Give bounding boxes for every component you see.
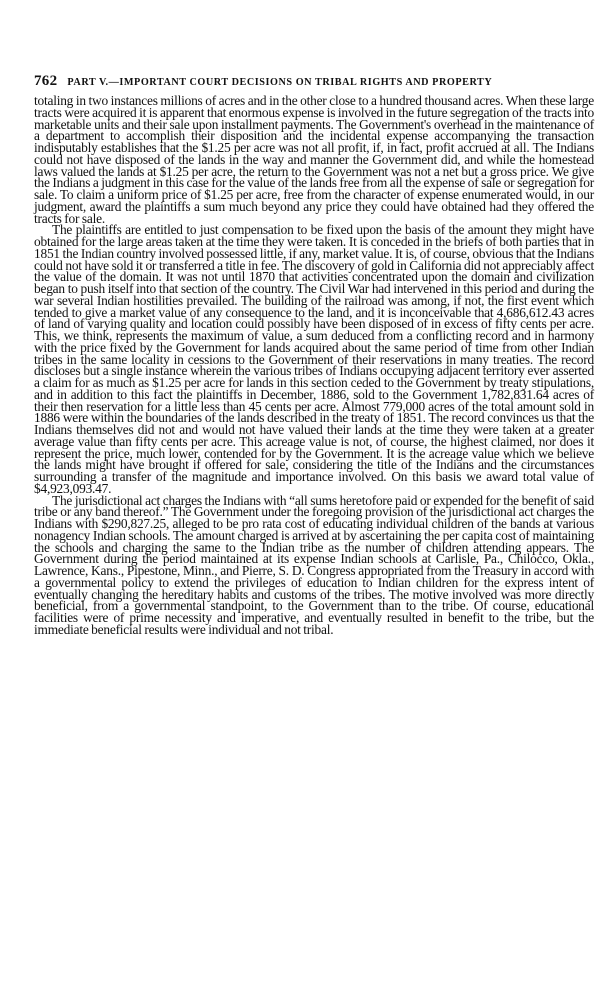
paragraph-3: The jurisdictional act charges the Indians with “all sums heretofore paid or expended for the benefit of said tribe or any band thereof.” The Government under the foregoing provision of the jurisdictional act charges the Indians with $290,827.25, alleged to be pro rata cost of educating individual children of the bands at various nonagency Indian schools. The amount charged is arrived at by ascertaining the per capita cost of maintaining the schools and charging the same to the Indian tribe as the number of children attending appears. The Government during the period maintained at its expense Indian schools at Carlisle, Pa., Chilocco, Okla., Lawrence, Kans., Pipestone, Minn., and Pierre, S. D. Congress appropriated from the Treasury in accord with a governmental policy to extend the privileges of education to Indian children for the express intent of eventually changing the hereditary habits and customs of the tribes. The motive involved was more directly beneficial, from a governmental standpoint, to the Government than to the tribe. Of course, educational facilities were of prime necessity and imperative, and eventually resulted in benefit to the tribe, but the immediate beneficial results were individual and not tribal.	[34, 492, 594, 637]
page-header	[34, 72, 594, 90]
paragraph-2: The plaintiffs are entitled to just compensation to be fixed upon the basis of the amount they might have obtained for the large areas taken at the time they were taken. It is conceded in the briefs of both parties that in 1851 the Indian country involved possessed little, if any, market value. It is, of course, obvious that the Indians could not have sold it or transferred a title in fee. The discovery of gold in California did not appreciably affect the value of the domain. It was not until 1870 that activities concentrated upon the domain and civilization began to push itself into that section of the country. The Civil War had intervened in this period and during the war several Indian hostilities prevailed. The building of the railroad was among, if not, the first event which tended to give a market value of any consequence to the land, and it is inconceivable that 4,686,612.43 acres of land of varying quality and location could possibly have been disposed of in excess of fifty cents per acre. This, we think, represents the maximum of value, a sum deduced from a conflicting record and in harmony with the price fixed by the Government for lands acquired about the same period of time from other Indian tribes in the same locality in cessions to the Government of their reservations in many treaties. The record discloses but a single instance wherein the various tribes of Indians occupying adjacent territory ever asserted a claim for as much as $1.25 per acre for lands in this section ceded to the Government by treaty stipulations, and in addition to this fact the plaintiffs in December, 1886, sold to the Government 1,782,831.64 acres of their then reservation for a little less than 45 cents per acre. Almost 779,000 acres of the total amount sold in 1886 were within the boundaries of the lands described in the treaty of 1851. The record convinces us that the Indians themselves did not and would not have valued their lands at the time they were taken at a greater average value than fifty cents per acre. This acreage value is not, of course, the highest claimed, nor does it represent the price, much lower, contended for by the Government. It is the acreage value which we believe the lands might have brought if offered for sale, considering the title of the Indians and the circumstances surrounding a transfer of the magnitude and importance involved. On this basis we award total value of $4,923,093.47.	[34, 222, 594, 496]
page-number: 762	[34, 73, 58, 89]
paragraph-1: totaling in two instances millions of acres and in the other close to a hundred thousand acres. When these large tracts were acquired it is apparent that enormous expense is involved in the future segregation of the tracts into marketable units and their sale upon installment payments. The Government's overhead in the maintenance of a department to accomplish their disposition and the incidental expense accompanying the transaction indisputably establishes that the $1.25 per acre was not all profit, if, in fact, profit accrued at all. The Indians could not have disposed of the lands in the way and manner the Government did, and while the homestead laws valued the lands at $1.25 per acre, the return to the Government was not a net but a gross price. We give the Indians a judgment in this case for the value of the lands free from all the expense of sale or segregation for sale. To claim a uniform price of $1.25 per acre, free from the character of expense enumerated would, in our judgment, award the plaintiffs a sum much beyond any price they could have obtained had they offered the tracts for sale.	[34, 93, 594, 226]
body-text	[34, 95, 594, 636]
running-head: PART V.—IMPORTANT COURT DECISIONS ON TRIBAL RIGHTS AND PROPERTY	[67, 77, 493, 88]
